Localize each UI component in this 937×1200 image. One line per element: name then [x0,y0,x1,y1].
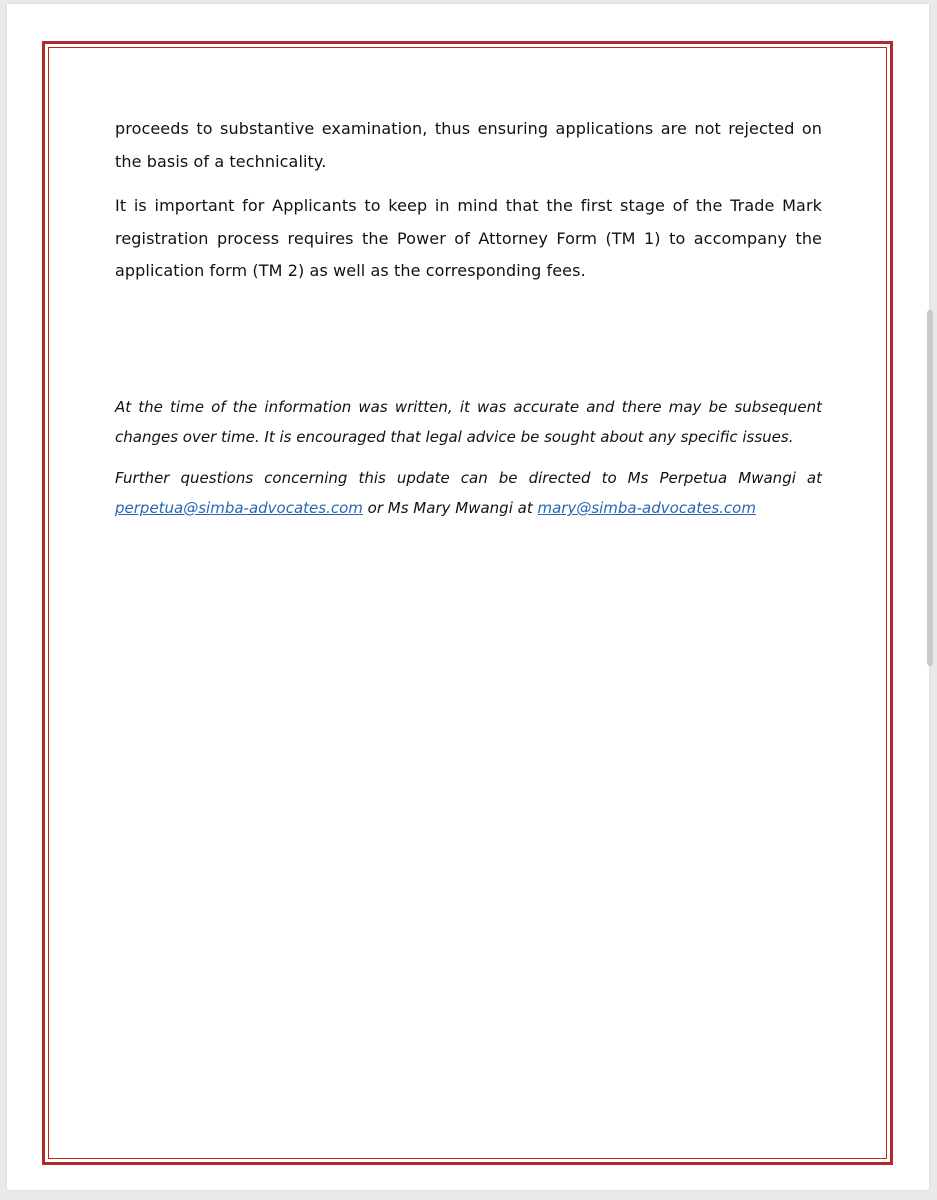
page-content [115,113,822,524]
disclaimer-note: At the time of the information was written, it was accurate and there may be subsequent changes over time. It is encouraged that legal advice be sought about any specific issues. [115,397,822,446]
contact-note-middle: or Ms Mary Mwangi at [362,499,538,517]
contact-note [115,463,822,524]
contact-note-prefix: Further questions concerning this update can be directed to Ms Perpetua Mwangi at [115,468,822,487]
body-paragraph-2: It is important for Applicants to keep in mind that the first stage of the Trade Mark registration process requires the Power of Attorney Form (TM 1) to accompany the application form (TM 2) as well as the corresponding fees. [115,196,822,280]
document-page [7,4,929,1190]
body-paragraph-1: proceeds to substantive examination, thus ensuring applications are not rejected on the basis of a technicality. [115,119,822,171]
email-link-perpetua[interactable]: perpetua@simba-advocates.com [115,499,363,517]
email-link-mary[interactable]: mary@simba-advocates.com [537,499,756,517]
vertical-scrollbar[interactable] [927,310,933,666]
